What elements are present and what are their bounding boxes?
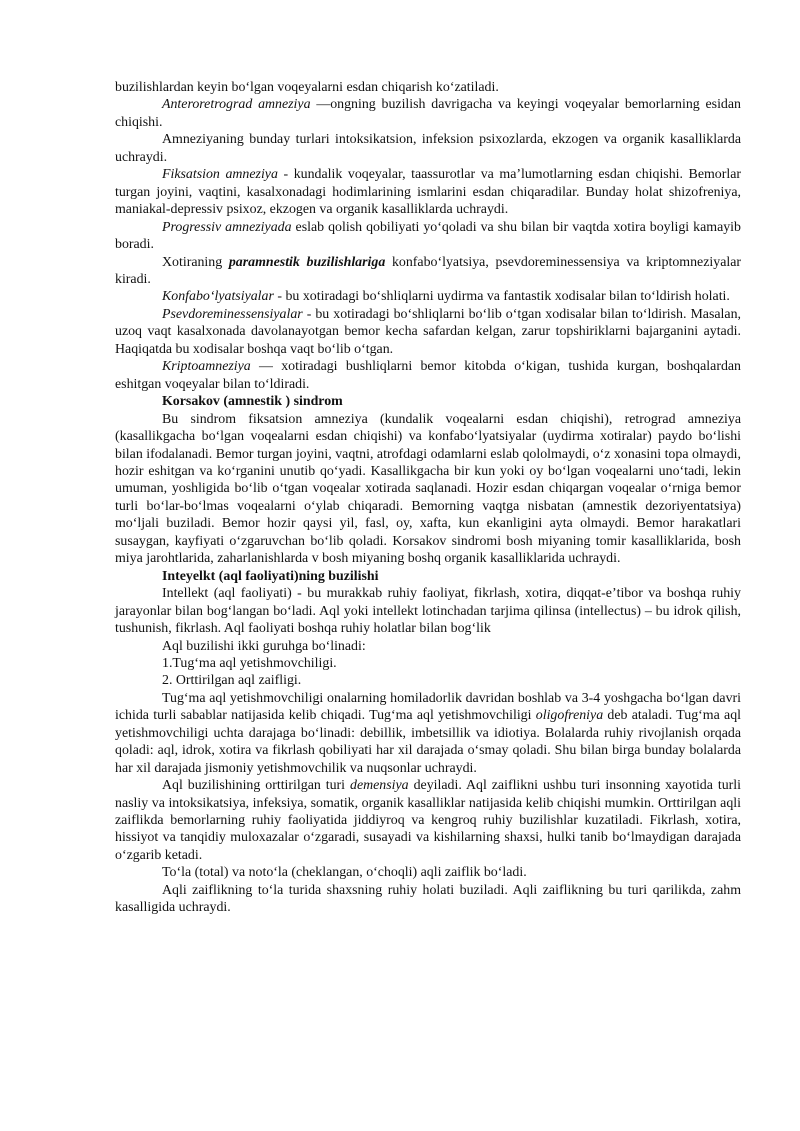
text-run: Aql buzilishining orttirilgan turi <box>162 778 350 794</box>
paragraph <box>115 306 741 358</box>
paragraph <box>115 288 741 305</box>
section-heading: Inteyelkt (aql faoliyati)ning buzilishi <box>162 568 379 584</box>
paragraph <box>115 864 741 881</box>
text-run: Toʻla (total) va notoʻla (cheklangan, oʻchoqli) aqli zaiflik boʻladi. <box>162 865 527 881</box>
text-run: eslab qolish qobiliyati yoʻqoladi va shu bilan bir vaqtda xotira boyligi kamayib boradi. <box>115 219 741 253</box>
text-run: 2. Orttirilgan aql zaifligi. <box>162 673 302 689</box>
italic-term: demensiya <box>350 778 409 794</box>
paragraph <box>115 777 741 864</box>
text-run: deyiladi. Aql zaiflikni ushbu turi insonning xayotida turli nasliy va intoksikatsiya, infeksiya, somatik, organik kasalliklar natijasida kelib chiqishi mumkin. Orttirilgan aqli zaiflikda bemorlarning ruhiy faoliyatida jiddiyroq va kengroq ruhiy buzilishlar kuzatiladi. Fikrlash, xotira, hissiyot va tanqidiy muloxazalar oʻzgaradi, susayadi va kishilarning shaxsi, hulki tanib boʻlmaydigan darajada oʻzgarib ketadi. <box>115 778 742 863</box>
text-run: Aqli zaiflikning toʻla turida shaxsning ruhiy holati buziladi. Aqli zaiflikning bu turi qarilikda, zahm kasalligida uchraydi. <box>115 882 741 916</box>
paragraph <box>115 79 741 96</box>
text-run: Tugʻma aql yetishmovchiligi onalarning homiladorlik davridan boshlab va 3-4 yoshgacha boʻlgan davri ichida turli sabablar natijasida kelib chiqadi. Tugʻma aql yetishmovchiligi <box>115 690 741 724</box>
italic-term: Konfaboʻlyatsiyalar <box>162 289 274 305</box>
text-run: —ongning buzilish davrigacha va keyingi voqeyalar bemorlarning esidan chiqishi. <box>115 97 741 130</box>
paragraph <box>115 638 741 655</box>
italic-term: Kriptoamneziya <box>162 359 251 375</box>
paragraph <box>115 166 741 218</box>
text-run: — xotiradagi bushliqlarni bemor kitobda oʻkigan, tushida kurgan, boshqalardan eshitgan voqeyalar bilan toʻldiradi. <box>115 359 741 392</box>
text-run: Aql buzilishi ikki guruhga boʻlinadi: <box>162 638 366 654</box>
paragraph <box>115 690 741 777</box>
text-run: - kundalik voqeyalar, taassurotlar va maʼlumotlarning esdan chiqishi. Bemorlar turgan joyini, vaqtini, kasalxonadagi hodimlarining ismlarini esdan chiqaradilar. Bunday holat shizofreniya, maniakal-depressiv psixoz, ekzogen va organik kasalliklarda uchraydi. <box>115 167 742 218</box>
paragraph <box>115 655 741 672</box>
bold-italic-term: paramnestik buzilishlariga <box>228 254 386 270</box>
italic-term: Psevdoreminessensiyalar <box>162 306 303 322</box>
section-heading: Korsakov (amnestik ) sindrom <box>162 394 343 410</box>
text-run: deb ataladi. Tugʻma aql yetishmovchiligi uchta darajaga boʻlinadi: debillik, imbetsillik va idiotiya. Bolalarda ruhiy rivojlanish orqada qoladi: aql, idrok, xotira va fikrlash qobiliyati har xil darajada oʻsmay qoladi. Shu bilan birga bunday bolalarda har xil darajada jismoniy yetishmovchilik va nuqsonlar uchraydi. <box>115 708 741 776</box>
text-run: Intellekt (aql faoliyati) - bu murakkab ruhiy faoliyat, fikrlash, xotira, diqqat-eʼtibor va boshqa ruhiy jarayonlar bilan bogʻlangan boʻladi. Aql yoki intellekt lotinchadan tarjima qilinsa (intellectus) – bu idrok qilish, tushunish, fikrlash. Aql faoliyati boshqa ruhiy holatlar bilan bogʻlik <box>115 586 741 637</box>
paragraph <box>115 672 741 689</box>
text-run: Xotiraning <box>162 254 229 270</box>
paragraph <box>115 254 741 289</box>
italic-term: Progressiv amneziyada <box>162 219 292 235</box>
text-run: - bu xotiradagi boʻshliqlarni uydirma va fantastik xodisalar bilan toʻldirish holati. <box>273 289 730 305</box>
text-run: 1.Tugʻma aql yetishmovchiligi. <box>162 655 337 671</box>
paragraph <box>115 358 741 393</box>
text-run: Bu sindrom fiksatsion amneziya (kundalik voqealarni esdan chiqishi), retrograd amneziya (kasallikgacha boʻlgan voqealarni esdan chiqishi) va konfaboʻlyatsiyalar (uydirma xotiralar) paydo boʻlishi bilan ifodalanadi. Bemor turgan joyini, vaqtni, atrofdagi odamlarni eslab qololmaydi, oʻz xonasini topa olmaydi, hozir eshitgan va koʻrganini unutib qoʻyadi. Kasallikgacha bir kun yoki oy boʻlgan voqealarni unoʻtadi, lekin umuman, yoshligida boʻlib oʻtgan voqealar xotirada saqlanadi. Hozir esdan chiqargan voqealar oʻrniga bemor turli boʻlar-boʻlmas voqealarni oʻylab chiqaradi. Bemorning vaqtga nisbatan (amnestik dezoriyentatsiya) moʻljali buziladi. Bemor hozir qaysi yil, fasl, oy, xafta, kun ekanligini ayta olmaydi. Bemor harakatlari susaygan, kayfiyati oʻzgaruvchan boʻlib qoladi. Korsakov sindromi bosh miyaning tomir kasalliklarida, bosh miya jarohtlarida, zaharlanishlarda v bosh miyaning boshq organik kasalliklarida uchraydi. <box>115 411 741 567</box>
paragraph <box>115 411 741 568</box>
paragraph <box>115 585 741 637</box>
document-page <box>115 79 741 917</box>
italic-term: oligofreniya <box>535 708 604 724</box>
paragraph <box>115 131 741 166</box>
italic-term: Fiksatsion amneziya <box>162 167 278 183</box>
text-run: Amneziyaning bunday turlari intoksikatsion, infeksion psixozlarda, ekzogen va organik kasalliklarda uchraydi. <box>115 132 741 165</box>
italic-term: Anteroretrograd amneziya <box>162 97 311 113</box>
paragraph <box>115 219 741 254</box>
text-run: buzilishlardan keyin boʻlgan voqeyalarni esdan chiqarish koʻzatiladi. <box>115 80 499 95</box>
text-run: - bu xotiradagi boʻshliqlarni boʻlib oʻtgan xodisalar bilan toʻldirish. Masalan, uzoq vaqt kasalxonada davolanayotgan bemor kecha safardan kelgan, zarur topshiriklarni bajarganini aytadi. Haqiqatda bu xodisalar boshqa vaqt boʻlib oʻtgan. <box>115 306 741 357</box>
text-run: konfaboʻlyatsiya, psevdoreminessensiya va kriptomneziyalar kiradi. <box>115 254 742 287</box>
paragraph <box>115 96 741 131</box>
paragraph <box>115 882 741 917</box>
